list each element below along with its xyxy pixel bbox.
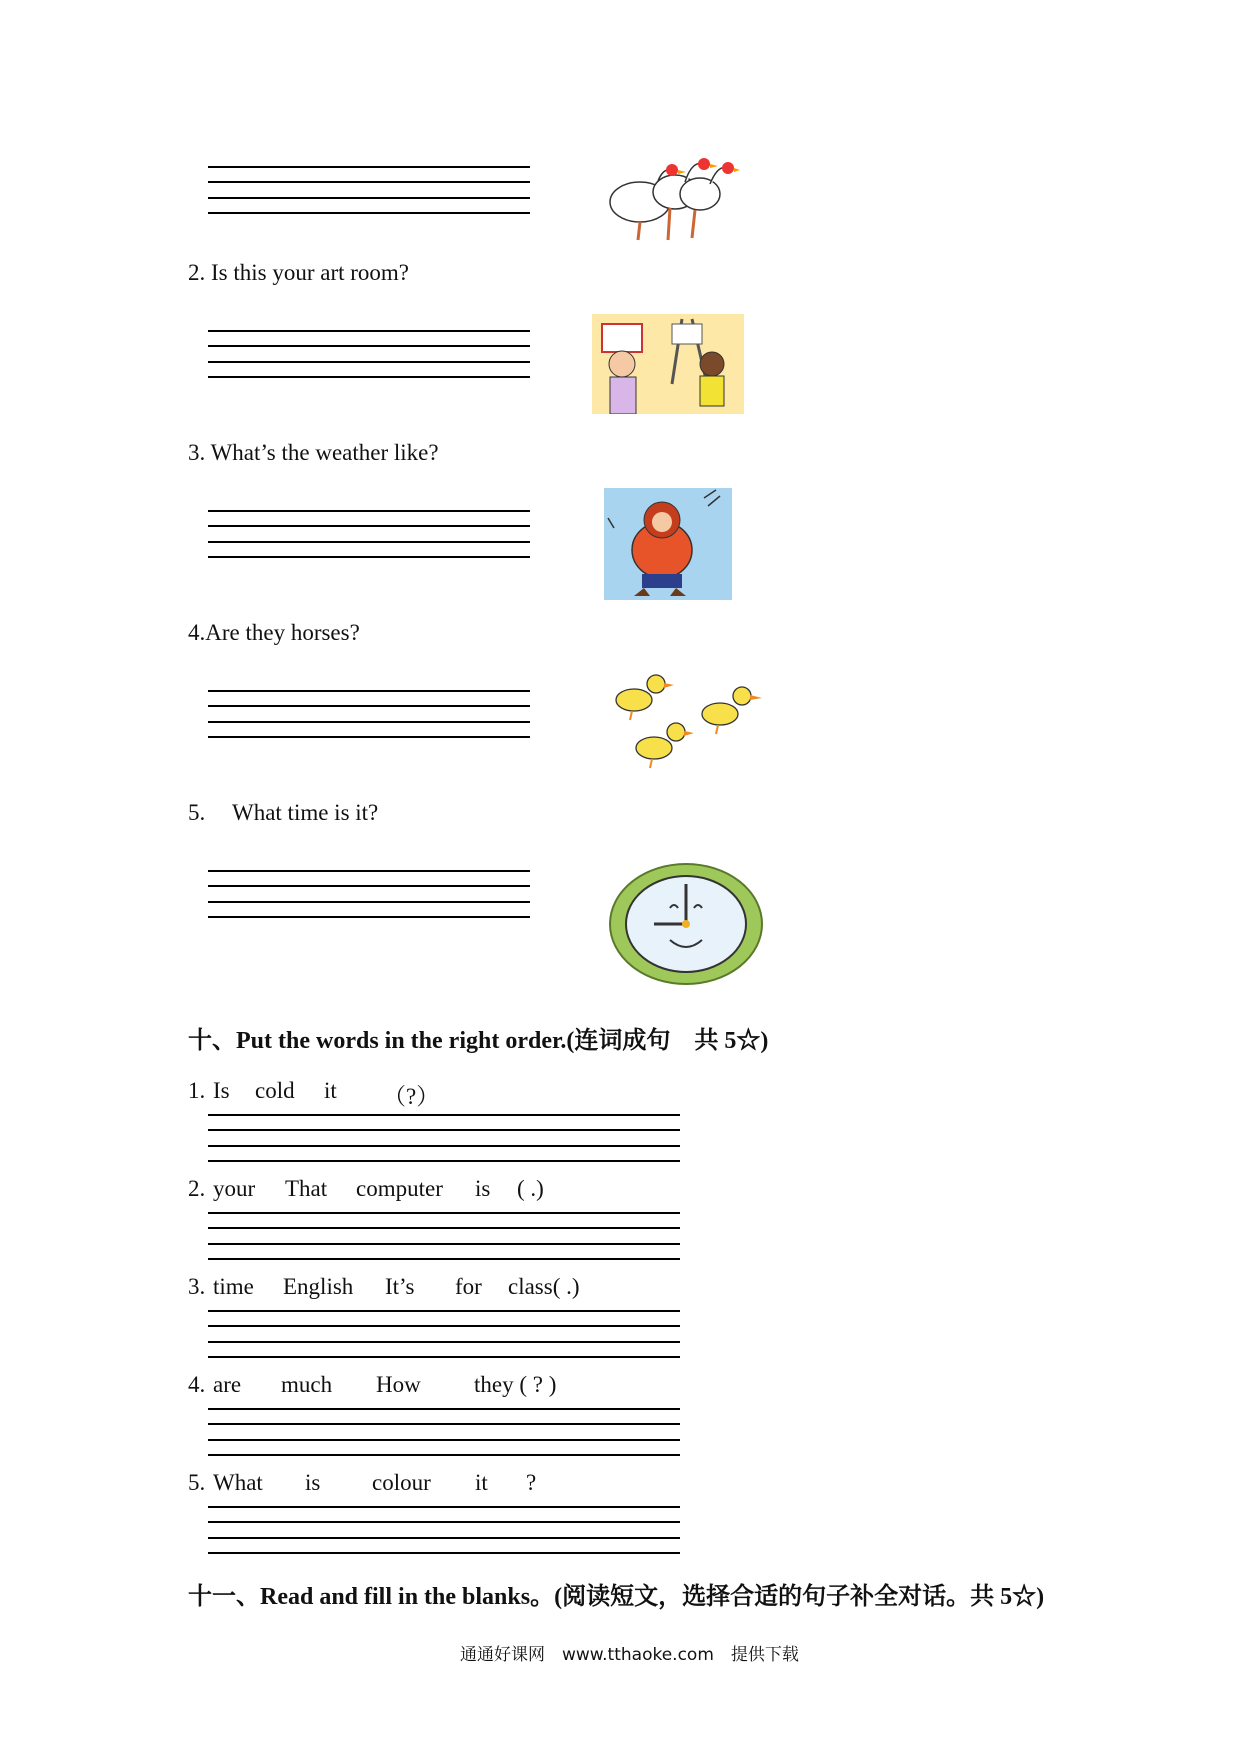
clock-icon <box>606 862 766 986</box>
item-number: 5. <box>188 1470 206 1495</box>
answer-lines-order-3[interactable] <box>208 1310 680 1360</box>
word: it <box>324 1078 337 1103</box>
order-item-1 <box>188 1078 648 1108</box>
question-4 <box>188 620 360 646</box>
ducks-icon <box>606 668 774 780</box>
answer-lines-q4[interactable] <box>208 690 530 740</box>
question-text: What time is it? <box>232 800 379 825</box>
word: How <box>376 1372 421 1397</box>
word: are <box>213 1372 242 1397</box>
order-item-4 <box>188 1372 648 1402</box>
question-number: 2. <box>188 260 206 285</box>
item-number: 1. <box>188 1078 206 1103</box>
item-number: 4. <box>188 1372 206 1397</box>
word: class( .) <box>508 1274 580 1299</box>
geese-icon <box>600 152 740 246</box>
question-2 <box>188 260 409 286</box>
answer-lines-order-2[interactable] <box>208 1212 680 1262</box>
question-3 <box>188 440 439 466</box>
answer-lines-q1[interactable] <box>208 166 530 216</box>
question-text: What’s the weather like? <box>210 440 439 465</box>
word: （?） <box>383 1084 440 1109</box>
question-number: 4. <box>188 620 206 645</box>
word: time <box>213 1274 254 1299</box>
word: ? <box>526 1470 537 1495</box>
word: cold <box>255 1078 295 1103</box>
word: Is <box>213 1078 230 1103</box>
word: computer <box>356 1176 443 1201</box>
question-5 <box>188 800 378 826</box>
item-number: 2. <box>188 1176 206 1201</box>
question-text: Is this your art room? <box>211 260 410 285</box>
art-room-icon <box>592 314 744 414</box>
word: much <box>281 1372 333 1397</box>
word: for <box>455 1274 482 1299</box>
word: That <box>285 1176 328 1201</box>
question-number: 5. <box>188 800 206 825</box>
question-number: 3. <box>188 440 206 465</box>
word: ( .) <box>517 1176 544 1201</box>
word: is <box>305 1470 321 1495</box>
word: What <box>213 1470 263 1495</box>
order-item-5 <box>188 1470 648 1500</box>
question-text: Are they horses? <box>205 620 360 645</box>
order-item-3 <box>188 1274 648 1304</box>
word: is <box>475 1176 491 1201</box>
word: colour <box>372 1470 431 1495</box>
answer-lines-order-1[interactable] <box>208 1114 680 1164</box>
answer-lines-q5[interactable] <box>208 870 530 920</box>
cold-person-icon <box>604 488 732 600</box>
section-11-heading: 十一、Read and fill in the blanks。(阅读短文，选择合适的句子补全对话。共 5☆) <box>188 1584 1045 1610</box>
word: English <box>283 1274 354 1299</box>
answer-lines-order-4[interactable] <box>208 1408 680 1458</box>
section-10-heading: 十、Put the words in the right order.(连词成句 共 5☆) <box>188 1028 769 1054</box>
word: It’s <box>385 1274 415 1299</box>
item-number: 3. <box>188 1274 206 1299</box>
answer-lines-q2[interactable] <box>208 330 530 380</box>
footer-text: 通通好课网 www.tthaoke.com 提供下载 <box>460 1645 799 1665</box>
answer-lines-order-5[interactable] <box>208 1506 680 1556</box>
answer-lines-q3[interactable] <box>208 510 530 560</box>
word: they ( ? ) <box>474 1372 557 1397</box>
word: your <box>213 1176 256 1201</box>
order-item-2 <box>188 1176 648 1206</box>
word: it <box>475 1470 488 1495</box>
